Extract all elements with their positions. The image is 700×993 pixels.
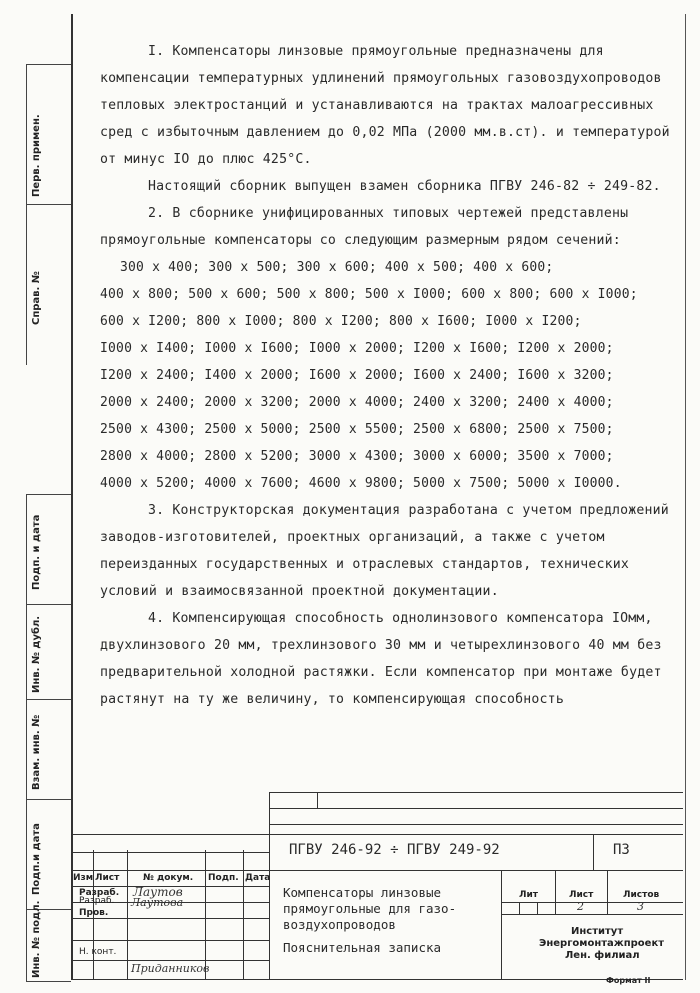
signature-nkontr: Приданников xyxy=(131,962,210,975)
doc-type: Пояснительная записка xyxy=(283,940,442,955)
col-podp: Подп. xyxy=(208,873,239,883)
side-cell-sprav xyxy=(26,204,71,365)
side-label-perv-primen: Перв. примен. xyxy=(31,114,42,197)
format-label: Формат II xyxy=(606,976,651,985)
org-line-3: Лен. филиал xyxy=(565,950,640,961)
dimension-line: 2800 х 4000; 2800 х 5200; 3000 х 4300; 3000 х 6000; 3500 х 7000; xyxy=(100,449,614,464)
paragraph-4: 4. Компенсирующая способность однолинзового компенсатора IOмм, двухлинзового 20 мм, трехлинзового 30 мм и четырехлинзового 40 мм без предварительной холодной растяжки. Если компенсатор при монтаже будет растянут на ту же величину, то компенсирующая способность xyxy=(100,611,662,707)
side-cell-perv xyxy=(26,64,71,205)
signature-razrab-2: Лаутова xyxy=(131,896,184,909)
dimension-line: 300 х 400; 300 х 500; 300 х 600; 400 х 500; 400 х 600; xyxy=(120,260,554,275)
list-label: Лист xyxy=(569,890,594,900)
dimension-line: 400 х 800; 500 х 600; 500 х 800; 500 х I000; 600 х 800; 600 х I000; xyxy=(100,287,638,302)
body-text xyxy=(100,38,670,713)
paragraph-1: I. Компенсаторы линзовые прямоугольные предназначены для компенсации температурных удлинений прямоугольных газовоздухопроводов тепловых электростанций и устанавливаются на трактах малоагрессивных сред с избыточным давлением до 0,02 МПа (2000 мм.в.ст). и температурой от минус IO до плюс 425°С. xyxy=(100,44,670,167)
nkontr-label: Н. конт. xyxy=(79,947,117,957)
col-data: Дата xyxy=(245,873,271,883)
signature-razrab: Лаутов xyxy=(133,885,183,899)
side-label-inv-podl: Инв. № подл. xyxy=(31,900,42,978)
listov-label: Листов xyxy=(623,890,660,900)
side-cell-inv-podl xyxy=(26,900,71,982)
paragraph-3: 3. Конструкторская документация разработана с учетом предложений заводов-изготовителей, проектных организаций, а также с учетом переизданных государственных и отраслевых стандартов, технических условий и взаимосвязанной проектной документации. xyxy=(100,503,669,599)
doc-code: ПГВУ 246-92 ÷ ПГВУ 249-92 xyxy=(289,842,500,858)
razrab-label-2: Разраб. xyxy=(79,896,115,906)
col-list: Лист xyxy=(95,873,120,883)
paragraph-2: 2. В сборнике унифицированных типовых чертежей представлены прямоугольные компенсаторы со следующим размерным рядом сечений: xyxy=(100,206,629,248)
title-line-2: прямоугольные для газо- xyxy=(283,901,457,916)
list-value: 2 xyxy=(577,900,584,913)
side-label-podp-data-2: Подп.и дата xyxy=(31,823,42,895)
title-line-1: Компенсаторы линзовые xyxy=(283,885,442,900)
col-doc: № докум. xyxy=(143,873,194,883)
side-cell-podp1 xyxy=(26,494,71,605)
dimension-line: 4000 х 5200; 4000 х 7600; 4600 х 9800; 5000 х 7500; 5000 х I0000. xyxy=(100,476,622,491)
side-label-vzam-inv: Взам. инв. № xyxy=(31,714,42,790)
dimension-line: 2500 х 4300; 2500 х 5000; 2500 х 5500; 2500 х 6800; 2500 х 7500; xyxy=(100,422,614,437)
col-izm: Изм xyxy=(73,873,94,883)
side-label-sprav: Справ. № xyxy=(31,271,42,325)
side-label-podp-data: Подп. и дата xyxy=(31,514,42,590)
dimension-list xyxy=(100,254,670,497)
org-line-1: Институт xyxy=(571,926,624,937)
paragraph-1b: Настоящий сборник выпущен взамен сборника ПГВУ 246-82 ÷ 249-82. xyxy=(148,179,661,194)
dimension-line: I200 х 2400; I400 х 2000; I600 х 2000; I600 х 2400; I600 х 3200; xyxy=(100,368,614,383)
binding-strip xyxy=(22,14,71,980)
side-label-inv-dubl: Инв. № дубл. xyxy=(31,615,42,693)
listov-value: 3 xyxy=(637,900,644,913)
dimension-line: 2000 х 2400; 2000 х 3200; 2000 х 4000; 2400 х 3200; 2400 х 4000; xyxy=(100,395,614,410)
razrab-label: Разраб. xyxy=(79,888,120,898)
title-block xyxy=(71,790,683,980)
side-cell-inv-dubl xyxy=(26,604,71,700)
sheet-code: ПЗ xyxy=(613,842,630,858)
side-cell-vzam xyxy=(26,699,71,800)
org-line-2: Энергомонтажпроект xyxy=(539,938,665,949)
prov-label: Пров. xyxy=(79,908,109,918)
side-cell-podp2 xyxy=(26,799,71,910)
title-line-3: воздухопроводов xyxy=(283,917,396,932)
lit-label: Лит xyxy=(519,890,538,900)
dimension-line: I000 х I400; I000 х I600; I000 х 2000; I200 х I600; I200 х 2000; xyxy=(100,341,614,356)
dimension-line: 600 х I200; 800 х I000; 800 х I200; 800 х I600; I000 х I200; xyxy=(100,314,582,329)
